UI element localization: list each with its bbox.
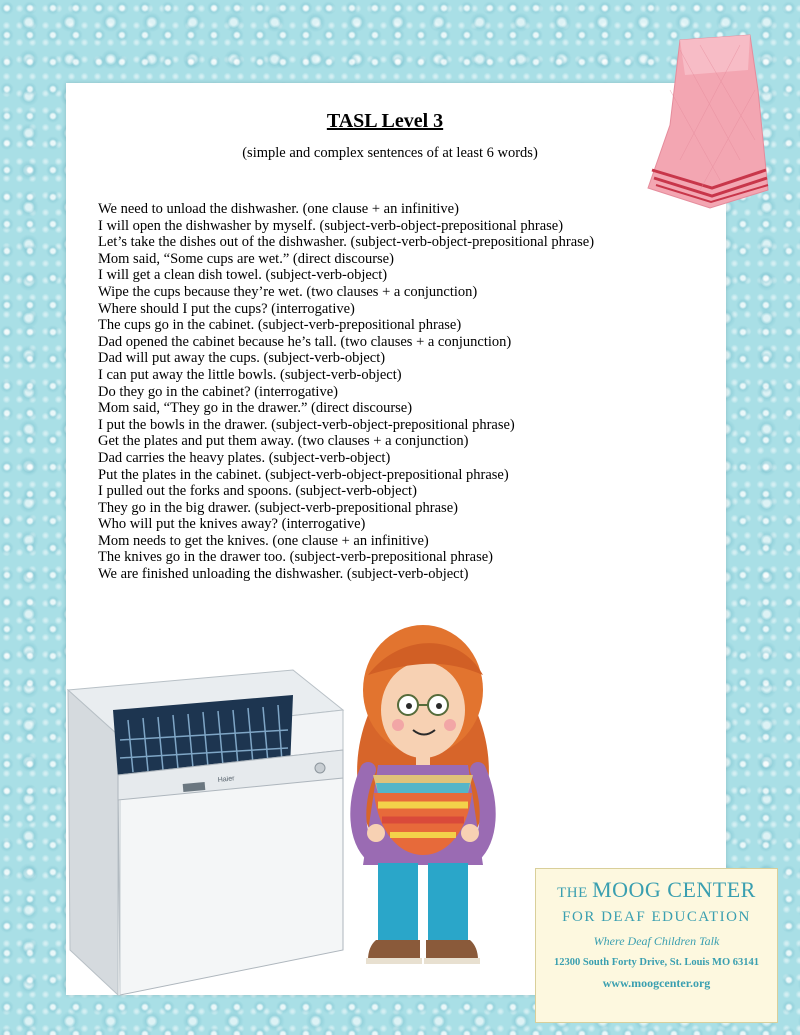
sentence-item: Where should I put the cups? (interrogative)	[98, 300, 355, 317]
moog-center-logo	[535, 868, 778, 1023]
logo-website[interactable]: www.moogcenter.org	[602, 976, 711, 990]
sentence-item: The knives go in the drawer too. (subject-verb-prepositional phrase)	[98, 549, 493, 566]
sentence-item: Mom said, “Some cups are wet.” (direct discourse)	[98, 250, 394, 267]
sentence-item: Dad will put away the cups. (subject-verb-object)	[98, 350, 386, 367]
sentence-item: I will open the dishwasher by myself. (subject-verb-object-prepositional phrase)	[98, 217, 564, 234]
sentence-item: I can put away the little bowls. (subject-verb-object)	[98, 366, 402, 383]
sentence-item: Mom said, “They go in the drawer.” (direct discourse)	[98, 400, 413, 417]
dishwasher-brand: Haier	[217, 775, 235, 784]
sentence-item: The cups go in the cabinet. (subject-verb-prepositional phrase)	[98, 317, 462, 334]
sentence-item: Put the plates in the cabinet. (subject-verb-object-prepositional phrase)	[98, 466, 509, 483]
logo-address: 12300 South Forty Drive, St. Louis MO 63141	[553, 957, 760, 968]
sentence-item: Who will put the knives away? (interrogative)	[98, 516, 366, 533]
page-subtitle: (simple and complex sentences of at least 6 words)	[242, 145, 538, 161]
sentence-item: Do they go in the cabinet? (interrogative)	[98, 383, 338, 400]
sentence-item: I put the bowls in the drawer. (subject-verb-object-prepositional phrase)	[98, 416, 515, 433]
logo-title: THE MOOG CENTER	[557, 877, 756, 902]
sentence-item: I pulled out the forks and spoons. (subject-verb-object)	[98, 483, 417, 500]
page-title: TASL Level 3	[326, 110, 444, 132]
sentence-item: We need to unload the dishwasher. (one clause + an infinitive)	[98, 201, 459, 217]
dishwasher-illustration	[58, 650, 348, 1000]
sentence-item: Let’s take the dishes out of the dishwasher. (subject-verb-object-prepositional phrase)	[98, 234, 595, 251]
sentence-list	[98, 201, 594, 583]
sentence-item: They go in the big drawer. (subject-verb-prepositional phrase)	[98, 499, 458, 516]
logo-tagline: Where Deaf Children Talk	[593, 934, 720, 948]
girl-with-bowls-illustration	[338, 615, 508, 975]
logo-subtitle: FOR DEAF EDUCATION	[562, 909, 751, 925]
sentence-item: We are finished unloading the dishwasher. (subject-verb-object)	[98, 566, 469, 583]
sentence-item: Dad opened the cabinet because he’s tall. (two clauses + a conjunction)	[98, 333, 512, 350]
dish-towel-illustration	[640, 30, 770, 210]
sentence-item: Get the plates and put them away. (two clauses + a conjunction)	[98, 433, 469, 450]
sentence-item: Mom needs to get the knives. (one clause + an infinitive)	[98, 532, 429, 549]
sentence-item: Dad carries the heavy plates. (subject-verb-object)	[98, 449, 391, 466]
sentence-item: Wipe the cups because they’re wet. (two clauses + a conjunction)	[98, 283, 478, 300]
sentence-item: I will get a clean dish towel. (subject-verb-object)	[98, 267, 388, 284]
